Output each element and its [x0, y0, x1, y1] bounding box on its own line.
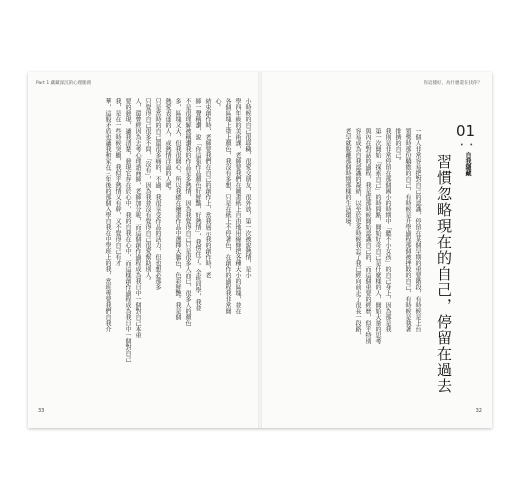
text-column: 人，還曾經因為去考心理諮商師，老師加分呢，而這個創作過程成為我日中一個對自己本重: [134, 98, 141, 338]
text-column: 第一次開始「探索自己」的時間點，開始好奇自己是什麼樣的人，開始大量的思考: [374, 128, 381, 344]
text-column: 多，區塊又大，但我很開心，所以我總在繪畫作品中選擇大膽色，色彩鮮艷。我是個: [174, 98, 181, 320]
book-spread: [28, 72, 492, 428]
book-gutter: [258, 72, 262, 428]
text-column: 一個人非常容易把對自己的認識，停留在某個早期的重要階段，有時候是上台: [414, 128, 421, 332]
text-column: 老早就脫離那個時期那樣的生活環境。: [344, 128, 351, 230]
left-page-number: 33: [38, 408, 45, 414]
text-column: 各個區塊上塗上顏色，我沒有多想，只是在紙上不停著色，在創作的過程我非常開: [224, 98, 231, 314]
text-column: 與內在對話的過程，我是從那時候開始認識自己的，而這個重要的經歷，似乎特別: [364, 128, 371, 344]
text-column: 師一聲稱讚，說「你這張作品顏色好鮮豔，好熱情」，我愣住了。全班同學，我並: [194, 98, 201, 311]
text-column: 我，是在一些時候突顯，我似乎熱情又有幹，又不覺得自己有才: [114, 98, 121, 266]
chapter-number: 01: [456, 122, 476, 140]
text-column: 排擠的自己。: [394, 128, 401, 164]
text-column: 結束創作時，老師要我們在自己的創作上，當我展示我的創作時，老: [204, 98, 211, 278]
chapter-dots: • •: [460, 142, 475, 149]
chapter-tag: 自我隱藏: [464, 152, 471, 176]
text-column: 我則是非常停留在那個國小的時期中「聽不小女孩」的自己身上，因為那是我: [384, 128, 391, 332]
text-column: 熱愛表達的人，或熱情洋溢的人吧。: [164, 98, 171, 194]
right-page-text: [270, 128, 421, 344]
text-column: 心。: [214, 98, 221, 110]
left-page-text: [36, 98, 251, 362]
text-column: 學四年級的美術課，老師要我們在圖畫紙上自由地用線條把各種大小的區塊，並在: [234, 98, 241, 314]
text-column: 不是很理解被稱讚我的作品是多熱情，因為我覺得自己只是很多人而已，很多人的顏色: [184, 98, 191, 326]
right-page-number: 32: [475, 408, 482, 414]
text-column: 小時候的自己很耶穢，很愛交朋友，很外放，第一次被說熱情，是小: [244, 98, 251, 278]
text-column: 要的發現，讓我清楚，發現它存在於心中，我的自我在心中，而這樣創作過程成為我日中一個對自己: [124, 98, 131, 362]
right-running-head: 你這樣好，為什麼還在找你？: [423, 81, 482, 86]
text-column: 華，這般矛盾也讓我和家在三年後的那個入學自我在中學班上的我，當班專要我們自我介: [104, 98, 111, 332]
text-column: 領獎時那份驕傲的自己，有時候是升學過程那個被挫敗的自己，有時候是執著: [404, 128, 411, 332]
text-column: 只是當時的自己還很多痛的，不過，我很享受作品的活力，但也想必那多: [154, 98, 161, 290]
chapter-title: 習慣忽略現在的自己，停留在過去: [435, 154, 453, 394]
text-column: 只覺得自己很多不問，「沒有」，因為我並沒有覺得自己很愛幫助別人。: [144, 98, 151, 284]
text-column: 容易成為自我認識的凝結，以至於更多時候我忘了我已經向前走了很長一段路，: [354, 128, 361, 338]
left-running-head: Part 1 藏藏深沉的心理脆劍: [36, 81, 92, 86]
